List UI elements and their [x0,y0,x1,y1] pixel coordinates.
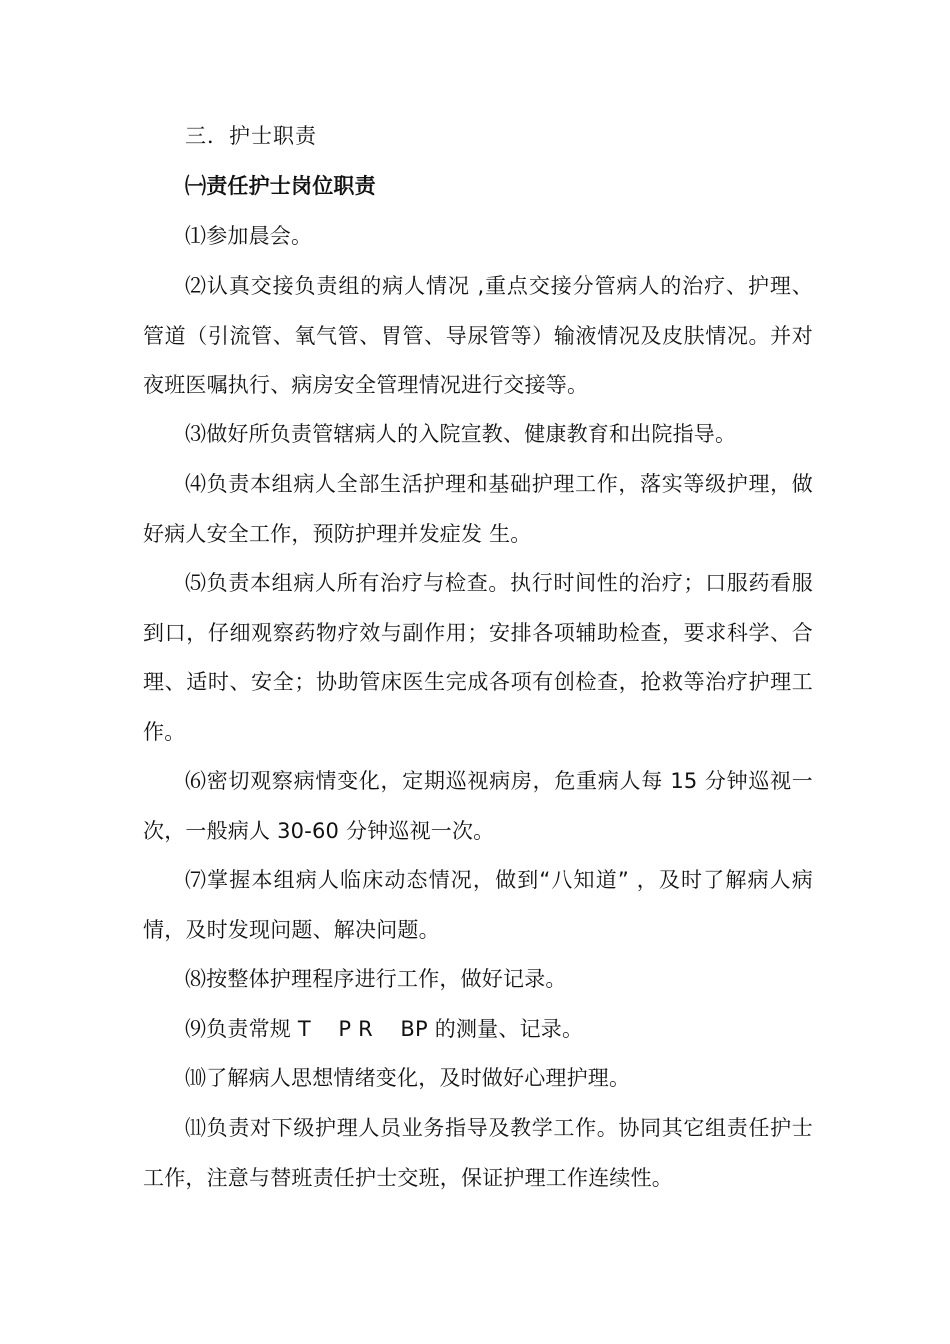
duty-item-8: ⑻按整体护理程序进行工作，做好记录。 [185,967,567,991]
duty-item-4: ⑷负责本组病人全部生活护理和基础护理工作，落实等级护理，做好病人安全工作，预防护理并发症发 生。 [143,472,813,546]
duty-item-9: ⑼负责常规 T P R BP 的测量、记录。 [185,1017,584,1041]
subsection-title: ㈠责任护士岗位职责 [185,174,376,198]
duty-item-6: ⑹密切观察病情变化，定期巡视病房，危重病人每 15 分钟巡视一次，一般病人 30-60 分钟巡视一次。 [143,769,813,843]
duty-item-1: ⑴参加晨会。 [185,224,313,248]
duty-item-11: ⑾负责对下级护理人员业务指导及教学工作。协同其它组责任护士工作，注意与替班责任护士交班，保证护理工作连续性。 [143,1116,813,1190]
duty-item-10: ⑽了解病人思想情绪变化，及时做好心理护理。 [185,1066,631,1090]
duty-item-3: ⑶做好所负责管辖病人的入院宣教、健康教育和出院指导。 [185,422,737,446]
duty-item-7: ⑺掌握本组病人临床动态情况，做到“八知道” ，及时了解病人病情，及时发现问题、解决问题。 [143,868,813,942]
section-title: 三．护士职责 [185,124,317,148]
duty-item-5: ⑸负责本组病人所有治疗与检查。执行时间性的治疗；口服药看服到口，仔细观察药物疗效与副作用；安排各项辅助检查，要求科学、合理、适时、安全；协助管床医生完成各项有创检查，抢救等治疗护理工作。 [143,571,813,744]
duty-item-2: ⑵认真交接负责组的病人情况 ,重点交接分管病人的治疗、护理、管道（引流管、氧气管、胃管、导尿管等）输液情况及皮肤情况。并对夜班医嘱执行、病房安全管理情况进行交接等。 [143,274,813,398]
